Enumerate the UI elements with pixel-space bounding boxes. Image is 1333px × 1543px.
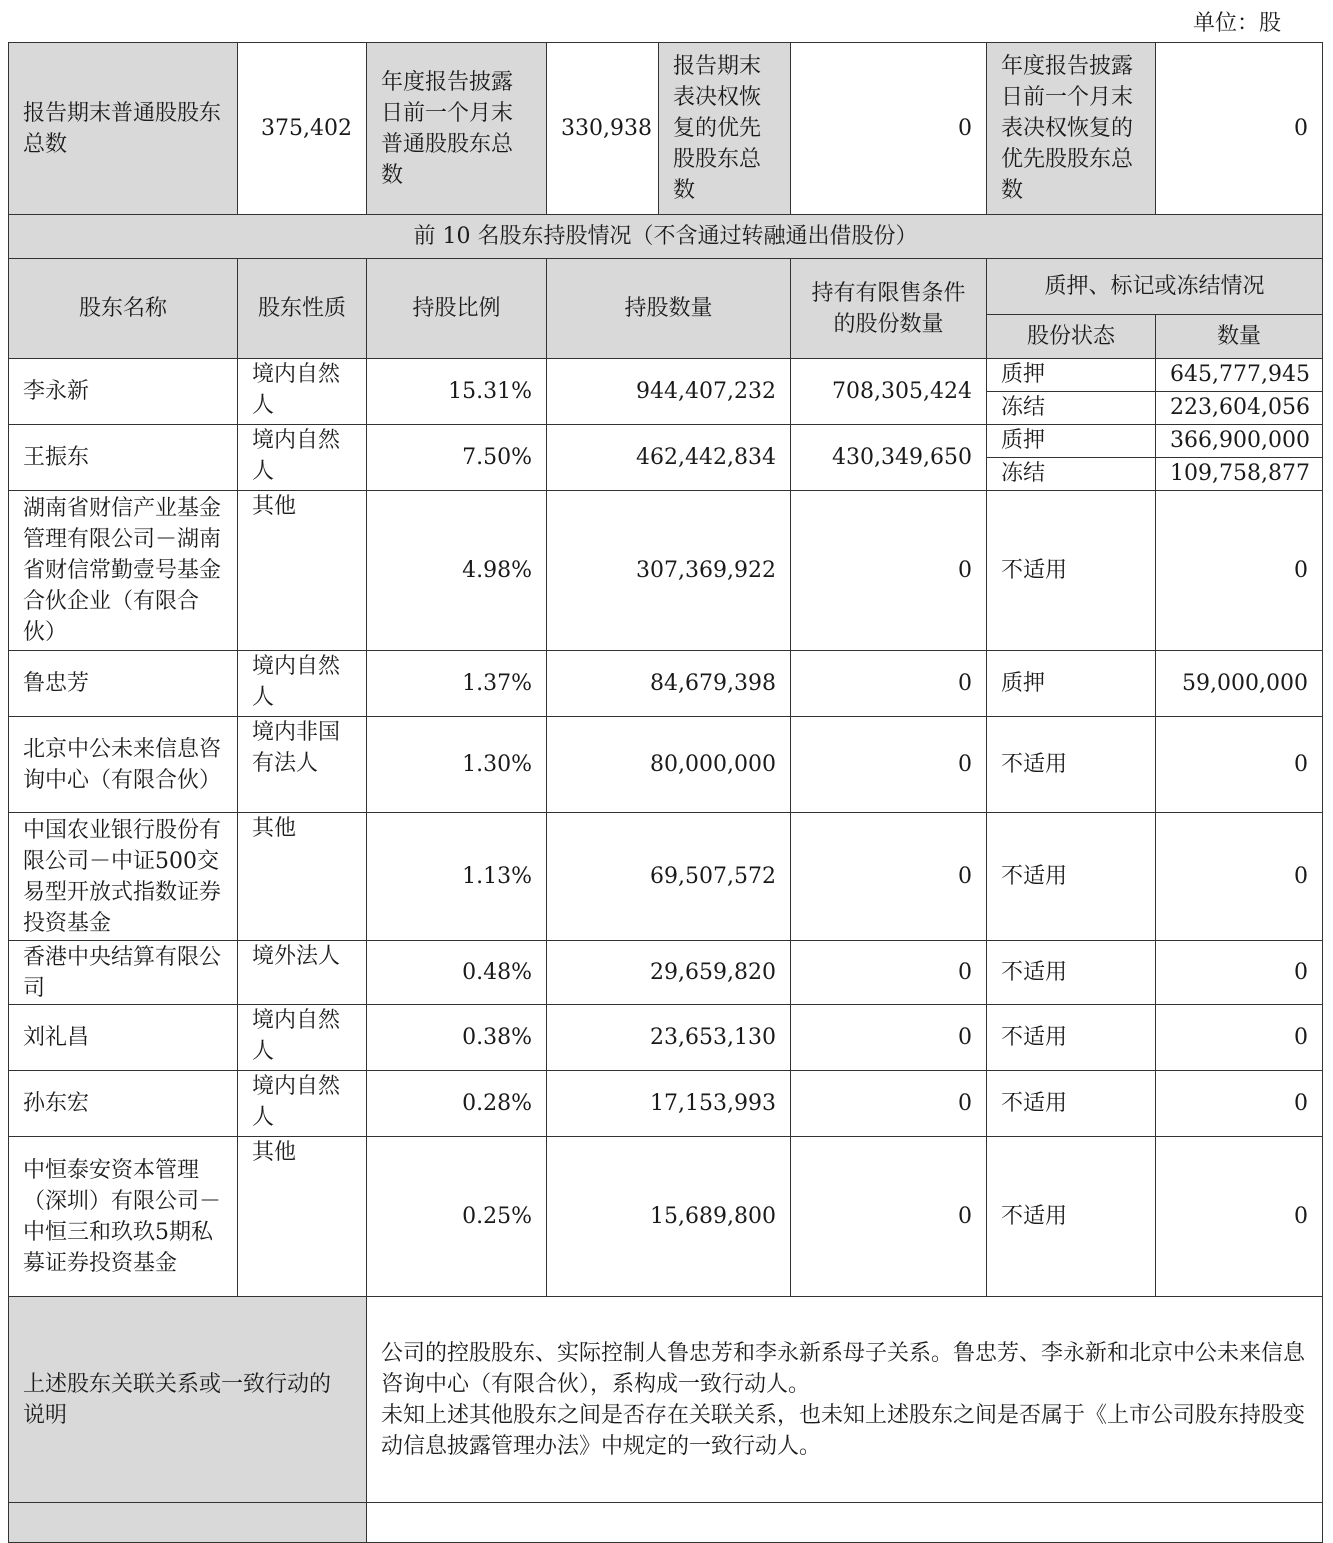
header-nature: 股东性质 bbox=[238, 259, 367, 359]
pledge-status: 不适用 bbox=[987, 941, 1156, 1005]
shareholder-name: 北京中公未来信息咨询中心（有限合伙） bbox=[9, 717, 238, 813]
shareholder-nature: 境内自然人 bbox=[238, 425, 367, 491]
header-pledge-group: 质押、标记或冻结情况 bbox=[987, 259, 1323, 315]
relation-para-2: 未知上述其他股东之间是否存在关联关系，也未知上述股东之间是否属于《上市公司股东持股变动信息披露管理办法》中规定的一致行动人。 bbox=[381, 1402, 1306, 1459]
trailing-label bbox=[9, 1503, 367, 1543]
table-row bbox=[9, 491, 1323, 651]
summary-value-1: 375,402 bbox=[238, 43, 367, 215]
pledge-status: 不适用 bbox=[987, 813, 1156, 941]
pledge-quantity: 59,000,000 bbox=[1156, 651, 1323, 717]
shareholder-name: 湖南省财信产业基金管理有限公司－湖南省财信常勤壹号基金合伙企业（有限合伙） bbox=[9, 491, 238, 651]
shareholder-restricted: 0 bbox=[791, 1137, 987, 1297]
header-quantity: 数量 bbox=[1156, 315, 1323, 359]
shareholder-name: 孙东宏 bbox=[9, 1071, 238, 1137]
pledge-status: 质押 bbox=[987, 651, 1156, 717]
pledge-quantity: 0 bbox=[1156, 491, 1323, 651]
pledge-quantity: 645,777,945 bbox=[1156, 359, 1323, 392]
trailing-row bbox=[9, 1503, 1323, 1543]
table-row bbox=[9, 1071, 1323, 1137]
summary-value-4: 0 bbox=[1156, 43, 1323, 215]
shareholder-shares: 69,507,572 bbox=[547, 813, 791, 941]
shareholder-nature: 其他 bbox=[238, 813, 367, 941]
relation-label: 上述股东关联关系或一致行动的说明 bbox=[9, 1297, 367, 1503]
trailing-cell bbox=[367, 1503, 1323, 1543]
pledge-quantity: 223,604,056 bbox=[1156, 392, 1323, 425]
shareholder-nature: 境内自然人 bbox=[238, 359, 367, 425]
relation-para-1: 公司的控股股东、实际控制人鲁忠芳和李永新系母子关系。鲁忠芳、李永新和北京中公未来信息咨询中心（有限合伙），系构成一致行动人。 bbox=[381, 1340, 1306, 1397]
pledge-quantity: 0 bbox=[1156, 1005, 1323, 1071]
shareholder-nature: 其他 bbox=[238, 1137, 367, 1297]
shareholder-shares: 23,653,130 bbox=[547, 1005, 791, 1071]
shareholder-shares: 15,689,800 bbox=[547, 1137, 791, 1297]
pledge-quantity: 109,758,877 bbox=[1156, 458, 1323, 491]
shareholder-shares: 944,407,232 bbox=[547, 359, 791, 425]
pledge-quantity: 366,900,000 bbox=[1156, 425, 1323, 458]
shareholder-nature: 境内非国有法人 bbox=[238, 717, 367, 813]
table-row bbox=[9, 359, 1323, 392]
shareholder-name: 香港中央结算有限公司 bbox=[9, 941, 238, 1005]
shareholder-name: 鲁忠芳 bbox=[9, 651, 238, 717]
shareholder-restricted: 0 bbox=[791, 491, 987, 651]
header-restricted: 持有有限售条件的股份数量 bbox=[791, 259, 987, 359]
shareholder-name: 刘礼昌 bbox=[9, 1005, 238, 1071]
shareholder-name: 王振东 bbox=[9, 425, 238, 491]
unit-label: 单位：股 bbox=[1192, 11, 1281, 36]
table-row bbox=[9, 941, 1323, 1005]
shareholder-restricted: 0 bbox=[791, 651, 987, 717]
shareholder-name: 中国农业银行股份有限公司－中证500交易型开放式指数证券投资基金 bbox=[9, 813, 238, 941]
header-row bbox=[9, 259, 1323, 315]
shareholder-nature: 境外法人 bbox=[238, 941, 367, 1005]
shareholder-shares: 462,442,834 bbox=[547, 425, 791, 491]
pledge-quantity: 0 bbox=[1156, 941, 1323, 1005]
relation-text bbox=[367, 1297, 1323, 1503]
shareholder-shares: 84,679,398 bbox=[547, 651, 791, 717]
shareholder-ratio: 0.25% bbox=[367, 1137, 547, 1297]
shareholder-restricted: 0 bbox=[791, 941, 987, 1005]
shareholder-ratio: 1.13% bbox=[367, 813, 547, 941]
pledge-quantity: 0 bbox=[1156, 1071, 1323, 1137]
section-title: 前 10 名股东持股情况（不含通过转融通出借股份） bbox=[9, 215, 1323, 259]
pledge-status: 不适用 bbox=[987, 1137, 1156, 1297]
shareholder-nature: 其他 bbox=[238, 491, 367, 651]
shareholder-nature: 境内自然人 bbox=[238, 1071, 367, 1137]
summary-label-2: 年度报告披露日前一个月末普通股股东总数 bbox=[367, 43, 547, 215]
shareholder-shares: 80,000,000 bbox=[547, 717, 791, 813]
shareholder-ratio: 0.28% bbox=[367, 1071, 547, 1137]
header-shares: 持股数量 bbox=[547, 259, 791, 359]
table-row bbox=[9, 1137, 1323, 1297]
shareholder-nature: 境内自然人 bbox=[238, 1005, 367, 1071]
header-name: 股东名称 bbox=[9, 259, 238, 359]
pledge-status: 不适用 bbox=[987, 491, 1156, 651]
pledge-status: 不适用 bbox=[987, 717, 1156, 813]
header-ratio: 持股比例 bbox=[367, 259, 547, 359]
pledge-status: 不适用 bbox=[987, 1071, 1156, 1137]
pledge-status: 质押 bbox=[987, 425, 1156, 458]
shareholder-restricted: 0 bbox=[791, 1071, 987, 1137]
pledge-status: 质押 bbox=[987, 359, 1156, 392]
shareholder-restricted: 0 bbox=[791, 813, 987, 941]
shareholder-restricted: 430,349,650 bbox=[791, 425, 987, 491]
pledge-status: 不适用 bbox=[987, 1005, 1156, 1071]
summary-value-2: 330,938 bbox=[547, 43, 659, 215]
table-row bbox=[9, 651, 1323, 717]
shareholder-ratio: 15.31% bbox=[367, 359, 547, 425]
shareholder-nature: 境内自然人 bbox=[238, 651, 367, 717]
summary-label-4: 年度报告披露日前一个月末表决权恢复的优先股股东总数 bbox=[987, 43, 1156, 215]
summary-row bbox=[9, 43, 1323, 215]
shareholder-name: 李永新 bbox=[9, 359, 238, 425]
table-row bbox=[9, 813, 1323, 941]
summary-value-3: 0 bbox=[791, 43, 987, 215]
shareholder-restricted: 0 bbox=[791, 717, 987, 813]
summary-label-3: 报告期末表决权恢复的优先股股东总数 bbox=[659, 43, 791, 215]
shareholder-shares: 17,153,993 bbox=[547, 1071, 791, 1137]
shareholder-name: 中恒泰安资本管理（深圳）有限公司－中恒三和玖玖5期私募证券投资基金 bbox=[9, 1137, 238, 1297]
pledge-quantity: 0 bbox=[1156, 813, 1323, 941]
table-row bbox=[9, 1005, 1323, 1071]
table-row bbox=[9, 425, 1323, 458]
header-status: 股份状态 bbox=[987, 315, 1156, 359]
shareholder-restricted: 708,305,424 bbox=[791, 359, 987, 425]
shareholder-ratio: 0.38% bbox=[367, 1005, 547, 1071]
shareholder-ratio: 1.37% bbox=[367, 651, 547, 717]
pledge-status: 冻结 bbox=[987, 392, 1156, 425]
shareholder-ratio: 4.98% bbox=[367, 491, 547, 651]
pledge-status: 冻结 bbox=[987, 458, 1156, 491]
summary-label-1: 报告期末普通股股东总数 bbox=[9, 43, 238, 215]
shareholder-table bbox=[8, 42, 1323, 1543]
shareholder-shares: 29,659,820 bbox=[547, 941, 791, 1005]
shareholder-ratio: 1.30% bbox=[367, 717, 547, 813]
shareholder-shares: 307,369,922 bbox=[547, 491, 791, 651]
table-row bbox=[9, 717, 1323, 813]
shareholder-ratio: 0.48% bbox=[367, 941, 547, 1005]
pledge-quantity: 0 bbox=[1156, 1137, 1323, 1297]
relation-row bbox=[9, 1297, 1323, 1503]
shareholder-restricted: 0 bbox=[791, 1005, 987, 1071]
pledge-quantity: 0 bbox=[1156, 717, 1323, 813]
section-title-row bbox=[9, 215, 1323, 259]
shareholder-ratio: 7.50% bbox=[367, 425, 547, 491]
